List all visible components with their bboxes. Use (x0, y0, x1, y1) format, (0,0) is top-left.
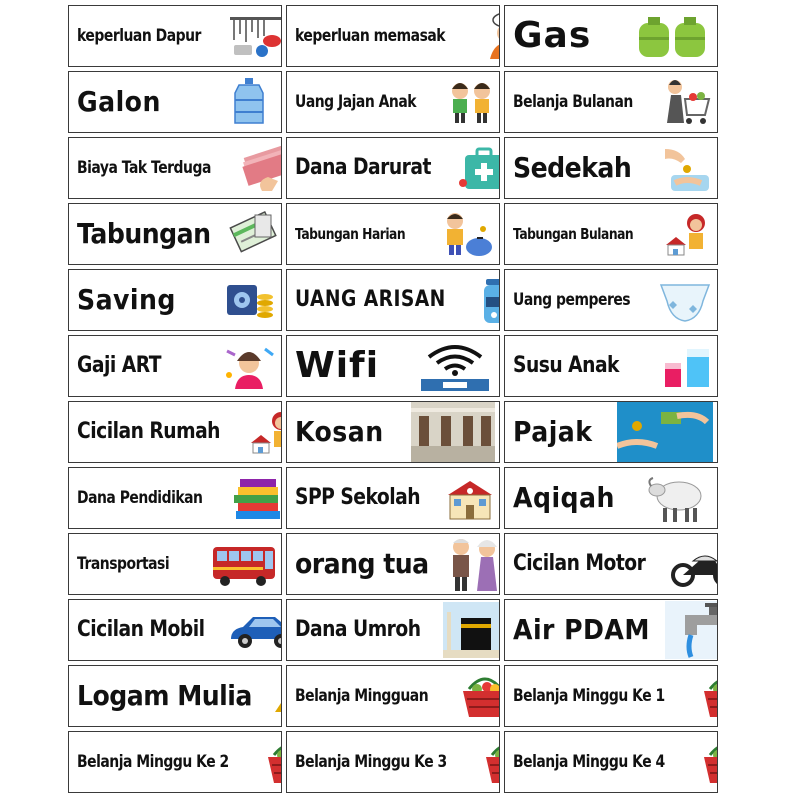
label-aqiqah (504, 467, 718, 529)
label-dana-darurat (286, 137, 500, 199)
label-belanja-minggu-ke-3 (286, 731, 500, 793)
bus-icon (211, 539, 277, 589)
sheep-icon (643, 470, 713, 526)
label-cicilan-rumah (68, 401, 282, 463)
giving-hand-icon (657, 143, 713, 193)
label-text: Belanja Minggu Ke 4 (513, 751, 665, 772)
water-gallon-icon (221, 77, 277, 127)
label-sedekah (504, 137, 718, 199)
label-belanja-bulanan (504, 71, 718, 133)
grocery-basket-icon (698, 737, 718, 787)
label-gaji-art (68, 335, 282, 397)
label-spp-sekolah (286, 467, 500, 529)
shopping-cart-icon (659, 77, 715, 127)
label-keperluan-memasak (286, 5, 500, 67)
label-text: Belanja Minggu Ke 3 (295, 751, 447, 772)
label-text: Aqiqah (513, 481, 615, 514)
label-transportasi (68, 533, 282, 595)
label-text: Dana Umroh (295, 617, 421, 642)
label-text: Dana Darurat (295, 155, 431, 180)
kitchen-utensils-icon (228, 11, 282, 61)
boarding-house-icon (411, 402, 495, 462)
label-dana-umroh (286, 599, 500, 661)
label-cicilan-mobil (68, 599, 282, 661)
label-text: Transportasi (77, 553, 170, 574)
label-text: Belanja Minggu Ke 1 (513, 685, 665, 706)
grocery-basket-icon (457, 671, 500, 721)
grocery-basket-icon (698, 671, 718, 721)
label-text: Belanja Minggu Ke 2 (77, 751, 229, 772)
label-text: Uang pemperes (513, 289, 631, 310)
label-galon (68, 71, 282, 133)
label-text: Galon (77, 85, 161, 118)
label-uang-arisan (286, 269, 500, 331)
label-susu-anak (504, 335, 718, 397)
chef-icon (478, 11, 500, 61)
boy-piggy-bank-icon (439, 209, 495, 259)
label-text: orang tua (295, 547, 429, 580)
first-aid-kit-icon (455, 143, 500, 193)
label-logam-mulia (68, 665, 282, 727)
label-text: Belanja Mingguan (295, 685, 429, 706)
label-pajak (504, 401, 718, 463)
wifi-icon (415, 341, 495, 391)
label-text: keperluan memasak (295, 25, 446, 46)
label-text: Belanja Bulanan (513, 91, 633, 112)
label-tabungan-bulanan (504, 203, 718, 265)
label-text: Cicilan Rumah (77, 419, 220, 444)
woman-house-icon (245, 407, 282, 457)
label-belanja-mingguan (286, 665, 500, 727)
gas-cylinder-icon (633, 11, 713, 61)
label-text: Kosan (295, 415, 384, 448)
grocery-basket-icon (480, 737, 500, 787)
label-text: Gas (513, 15, 592, 56)
label-text: Gaji ART (77, 353, 162, 378)
label-text: Uang Jajan Anak (295, 91, 417, 112)
gold-bars-icon (271, 668, 282, 724)
kaaba-icon (443, 602, 500, 658)
label-air-pdam (504, 599, 718, 661)
label-belanja-minggu-ke-2 (68, 731, 282, 793)
label-text: Cicilan Motor (513, 551, 646, 576)
label-belanja-minggu-ke-1 (504, 665, 718, 727)
label-gas (504, 5, 718, 67)
elderly-couple-icon (443, 535, 500, 593)
label-uang-jajan-anak (286, 71, 500, 133)
label-dana-pendidikan (68, 467, 282, 529)
label-text: Sedekah (513, 151, 632, 184)
label-text: Saving (77, 283, 176, 316)
cash-money-icon (240, 143, 282, 193)
tax-payment-icon (617, 402, 713, 462)
label-uang-pemperes (504, 269, 718, 331)
label-kosan (286, 401, 500, 463)
label-text: Dana Pendidikan (77, 487, 203, 508)
safe-coins-icon (221, 275, 277, 325)
label-text: Tabungan Harian (295, 224, 406, 243)
label-text: SPP Sekolah (295, 485, 421, 510)
motorcycle-icon (669, 539, 718, 589)
label-biaya-tak-terduga (68, 137, 282, 199)
label-text: Tabungan Bulanan (513, 224, 634, 243)
housemaid-icon (221, 341, 277, 391)
milk-can-icon (657, 341, 713, 391)
label-text: Pajak (513, 415, 593, 448)
label-text: Biaya Tak Terduga (77, 157, 211, 178)
woman-house-icon (660, 209, 716, 259)
label-text: UANG ARISAN (295, 287, 446, 312)
children-icon (443, 77, 499, 127)
car-icon (227, 605, 282, 655)
books-stack-icon (230, 473, 282, 523)
label-saving (68, 269, 282, 331)
label-belanja-minggu-ke-4 (504, 731, 718, 793)
label-text: keperluan Dapur (77, 25, 201, 46)
label-tabungan (68, 203, 282, 265)
label-text: Cicilan Mobil (77, 617, 205, 642)
grocery-basket-icon (262, 737, 282, 787)
label-sheet (68, 5, 720, 797)
bank-book-icon (225, 209, 281, 259)
label-tabungan-harian (286, 203, 500, 265)
school-building-icon (442, 473, 498, 523)
label-text: Logam Mulia (77, 679, 252, 712)
label-orang-tua (286, 533, 500, 595)
label-text: Tabungan (77, 217, 211, 250)
label-keperluan-dapur (68, 5, 282, 67)
arisan-jar-icon (472, 275, 500, 325)
label-text: Wifi (295, 345, 380, 386)
label-cicilan-motor (504, 533, 718, 595)
label-wifi (286, 335, 500, 397)
label-text: Susu Anak (513, 353, 619, 378)
water-tap-icon (665, 601, 718, 659)
diaper-icon (657, 275, 713, 325)
label-text: Air PDAM (513, 613, 650, 646)
